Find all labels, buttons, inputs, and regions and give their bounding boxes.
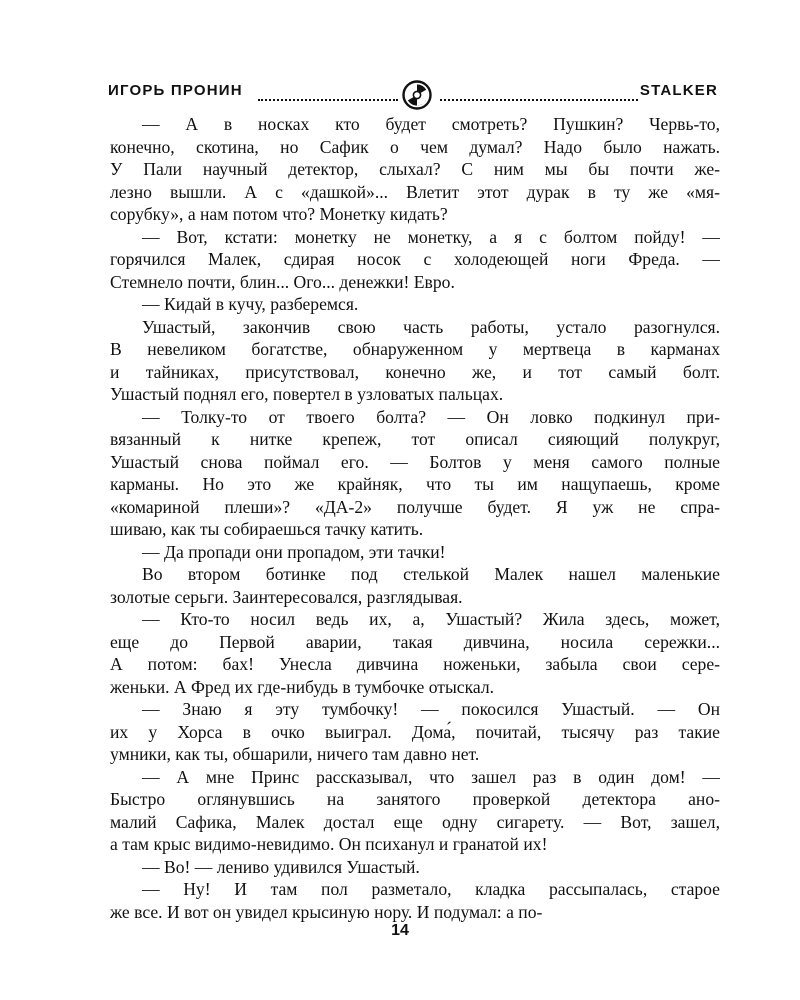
text-line: Ушастый, закончив свою часть работы, устало разогнулся.: [142, 316, 720, 337]
text-line: Стемнело почти, блин... Ого... денежки! Евро.: [110, 271, 455, 292]
text-line: — Знаю я эту тумбочку! — покосился Ушастый. — Он: [142, 699, 720, 719]
paragraph: [110, 878, 720, 923]
paragraph: [110, 316, 720, 406]
text-line: малий Сафика, Малек достал еще одну сигарету. — Вот, зашел,: [110, 811, 720, 832]
text-line: же все. И вот он увидел крысиную нору. И подумал: а по-: [110, 901, 543, 922]
paragraph: [110, 608, 720, 698]
text-line: горячился Малек, сдирая носок с холодеющей ноги Фреда. —: [110, 249, 720, 269]
text-line: — Вот, кстати: монетку не монетку, а я с болтом пойду! —: [142, 226, 720, 247]
paragraph: [110, 563, 720, 608]
header-author: ИГОРЬ ПРОНИН: [108, 82, 243, 99]
text-line: Ушастый поднял его, повертел в узловатых пальцах.: [110, 384, 504, 404]
running-header: [108, 78, 718, 108]
header-dotted-rule-left: [258, 99, 398, 101]
paragraph: [110, 541, 720, 564]
text-line: В невеликом богатстве, обнаруженном у мертвеца в карманах: [110, 339, 720, 359]
text-line: Ушастый снова поймал его. — Болтов у меня самого полные: [110, 451, 720, 472]
text-line: вязанный к нитке крепеж, тот описал сияющий полукруг,: [110, 429, 720, 449]
paragraph: [110, 856, 720, 879]
text-line: — Да пропади они пропадом, эти тачки!: [142, 541, 446, 562]
paragraph: [110, 406, 720, 541]
text-line: Быстро оглянувшись на занятого проверкой детектора ано-: [110, 789, 720, 809]
text-line: А потом: бах! Унесла дивчина ноженьки, забыла свои сере-: [110, 654, 720, 674]
text-line: конечно, скотина, но Сафик о чем думал? Надо было нажать.: [110, 136, 720, 157]
body-text: [110, 113, 720, 923]
text-line: — Кидай в кучу, разберемся.: [142, 294, 359, 314]
radiation-icon: [402, 80, 432, 110]
text-line: карманы. Но это же крайняк, что ты им нащупаешь, кроме: [110, 474, 720, 494]
paragraph: [110, 113, 720, 226]
text-line: и тайниках, присутствовал, конечно же, и тот самый болт.: [110, 361, 720, 382]
paragraph: [110, 226, 720, 294]
text-line: а там крыс видимо-невидимо. Он психанул и гранатой их!: [110, 834, 548, 854]
text-line: еще до Первой аварии, такая дивчина, носила сережки...: [110, 631, 720, 652]
text-line: — Во! — лениво удивился Ушастый.: [142, 856, 420, 877]
text-line: — А мне Принс рассказывал, что зашел раз в один дом! —: [142, 766, 720, 787]
text-line: женьки. А Фред их где-нибудь в тумбочке отыскал.: [110, 676, 495, 697]
header-series: STALKER: [639, 82, 718, 99]
header-dotted-rule-right: [440, 99, 638, 101]
text-line: — Толку-то от твоего болта? — Он ловко подкинул при-: [142, 406, 720, 427]
text-line: — Кто-то носил ведь их, а, Ушастый? Жила здесь, может,: [142, 609, 720, 629]
paragraph: [110, 766, 720, 856]
text-line: шиваю, как ты собираешься тачку катить.: [110, 519, 424, 539]
text-line: — А в носках кто будет смотреть? Пушкин? Червь-то,: [142, 114, 720, 134]
paragraph: [110, 698, 720, 766]
paragraph: [110, 293, 720, 316]
page-number: 14: [391, 922, 409, 939]
text-line: умники, как ты, обшарили, ничего там давно нет.: [110, 744, 480, 764]
text-line: золотые серьги. Заинтересовался, разглядывая.: [110, 586, 463, 607]
text-line: «комариной плеши»? «ДА-2» получше будет. Я уж не спра-: [110, 496, 720, 517]
text-line: лезно вышли. А с «дашкой»... Влетит этот дурак в ту же «мя-: [110, 181, 720, 202]
text-line: У Пали научный детектор, слыхал? С ним мы бы почти же-: [110, 159, 720, 179]
text-line: их у Хорса в очко выиграл. Дома́, почитай, тысячу раз такие: [110, 721, 720, 742]
text-line: Во втором ботинке под стелькой Малек нашел маленькие: [142, 564, 720, 584]
text-line: — Ну! И там пол разметало, кладка рассыпалась, старое: [142, 879, 720, 899]
text-line: сорубку», а нам потом что? Монетку кидать?: [110, 204, 448, 224]
